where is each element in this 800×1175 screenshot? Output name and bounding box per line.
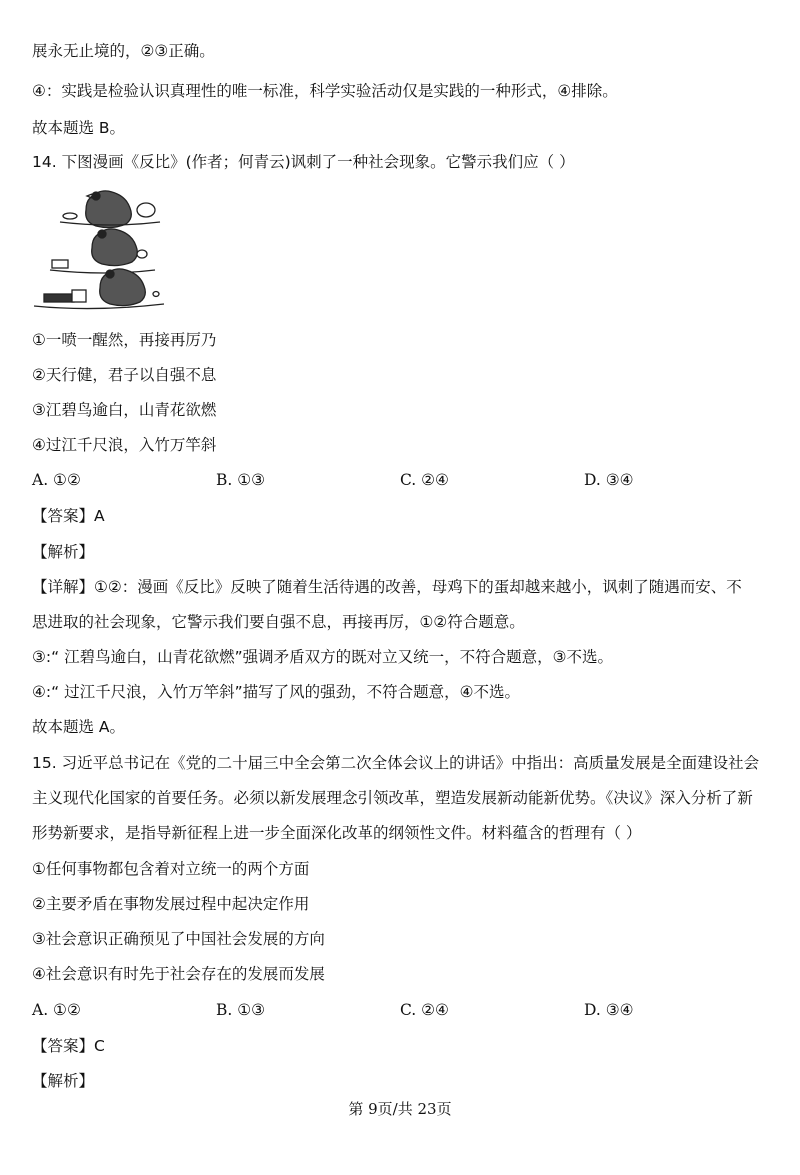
q14-analysis-label: 【解析】 bbox=[32, 543, 95, 561]
cartoon-image bbox=[30, 186, 170, 316]
q15-answer: 【答案】C bbox=[32, 1037, 105, 1055]
q14-item-4: ④过江千尺浪，入竹万竿斜 bbox=[32, 436, 217, 454]
question-14-stem: 14. 下图漫画《反比》(作者；何青云)讽刺了一种社会现象。它警示我们应（ ） bbox=[32, 153, 575, 171]
q15-item-1: ①任何事物都包含着对立统一的两个方面 bbox=[32, 860, 310, 878]
q14-option-c: C. ②④ bbox=[400, 471, 449, 489]
question-15-stem-line-3: 形势新要求，是指导新征程上进一步全面深化改革的纲领性文件。材料蕴含的哲理有（ ） bbox=[32, 824, 642, 842]
q15-option-a: A. ①② bbox=[32, 1001, 81, 1019]
q14-item-3: ③江碧鸟逾白，山青花欲燃 bbox=[32, 401, 217, 419]
prev-line-3: 故本题选 B。 bbox=[32, 119, 126, 137]
q15-option-b: B. ①③ bbox=[216, 1001, 266, 1019]
q14-detail-4: ④:“ 过江千尺浪，入竹万竿斜”描写了风的强劲，不符合题意，④不选。 bbox=[32, 683, 521, 701]
q14-item-1: ①一喷一醒然，再接再厉乃 bbox=[32, 331, 217, 349]
prev-line-1: 展永无止境的，②③正确。 bbox=[32, 42, 215, 60]
question-15-stem-line-1: 15. 习近平总书记在《党的二十届三中全会第二次全体会议上的讲话》中指出：高质量发展是全面建设社会 bbox=[32, 754, 760, 772]
q15-option-d: D. ③④ bbox=[584, 1001, 634, 1019]
q15-item-4: ④社会意识有时先于社会存在的发展而发展 bbox=[32, 965, 325, 983]
q15-item-2: ②主要矛盾在事物发展过程中起决定作用 bbox=[32, 895, 310, 913]
prev-line-2: ④：实践是检验认识真理性的唯一标准，科学实验活动仅是实践的一种形式，④排除。 bbox=[32, 82, 618, 100]
q14-detail-2: 思进取的社会现象，它警示我们要自强不息，再接再厉，①②符合题意。 bbox=[32, 613, 525, 631]
q14-detail-1: 【详解】①②：漫画《反比》反映了随着生活待遇的改善，母鸡下的蛋却越来越小，讽刺了随遇而安、不 bbox=[32, 578, 742, 596]
q14-detail-3: ③:“ 江碧鸟逾白，山青花欲燃”强调矛盾双方的既对立又统一，不符合题意，③不选。 bbox=[32, 648, 614, 666]
page-footer: 第 9页/共 23页 bbox=[348, 1100, 452, 1118]
q14-option-d: D. ③④ bbox=[584, 471, 634, 489]
q14-conclusion: 故本题选 A。 bbox=[32, 718, 126, 736]
q14-answer: 【答案】A bbox=[32, 507, 105, 525]
q14-option-a: A. ①② bbox=[32, 471, 81, 489]
question-15-stem-line-2: 主义现代化国家的首要任务。必须以新发展理念引领改革，塑造发展新动能新优势。《决议》深入分析了新 bbox=[32, 789, 753, 807]
q15-item-3: ③社会意识正确预见了中国社会发展的方向 bbox=[32, 930, 325, 948]
q14-item-2: ②天行健，君子以自强不息 bbox=[32, 366, 217, 384]
q15-option-c: C. ②④ bbox=[400, 1001, 449, 1019]
q15-analysis-label: 【解析】 bbox=[32, 1072, 95, 1090]
q14-option-b: B. ①③ bbox=[216, 471, 266, 489]
